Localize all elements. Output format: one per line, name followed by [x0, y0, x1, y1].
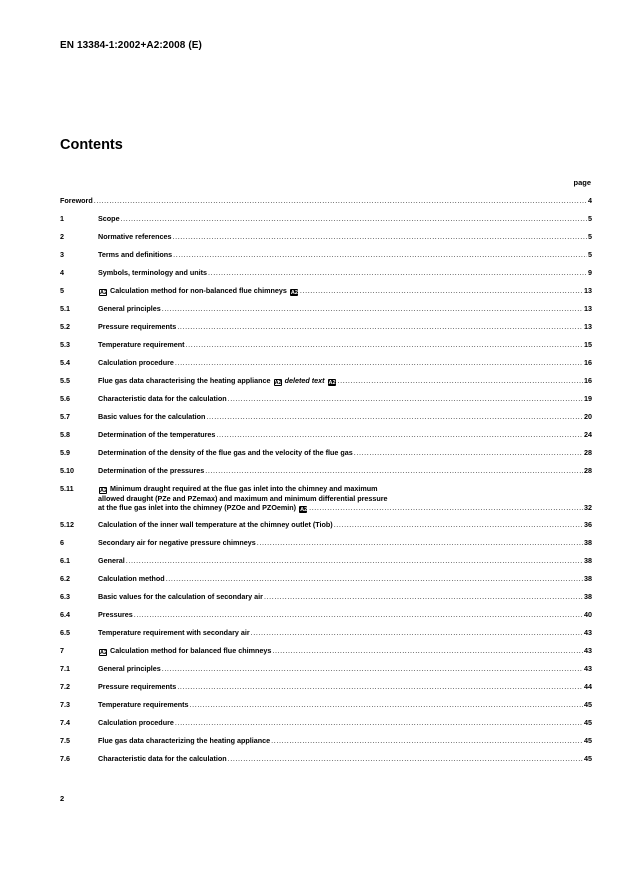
toc-page-number: 20 [584, 412, 592, 421]
toc-entry-title-line-3: at the flue gas inlet into the chimney (PZOe and PZOemin) [98, 503, 297, 512]
toc-page-number: 5 [588, 232, 592, 241]
toc-section-number: 5 [60, 286, 64, 295]
amendment-close-marker-icon: A2 [290, 290, 298, 296]
toc-entry-title: General [98, 556, 125, 565]
toc-section-number: 5.11 [60, 484, 74, 493]
amendment-close-marker-icon: A2 [328, 380, 336, 386]
toc-section-number: 6 [60, 538, 64, 547]
toc-page-number: 38 [584, 574, 592, 583]
toc-page-number: 43 [584, 664, 592, 673]
toc-section-number: 7.4 [60, 718, 70, 727]
toc-entry-title: Pressure requirements [98, 322, 177, 331]
toc-page-number: 15 [584, 340, 592, 349]
toc-leader [334, 520, 583, 529]
toc-section-number: 6.1 [60, 556, 70, 565]
toc-leader [264, 592, 583, 601]
toc-leader [205, 466, 583, 475]
toc-entry-title-line-2: allowed draught (PZe and PZemax) and maximum and minimum differential pressure [98, 494, 388, 503]
toc-section-number: 5.7 [60, 412, 70, 421]
toc-page-number: 16 [584, 376, 592, 385]
toc-leader [186, 340, 583, 349]
amendment-open-marker-icon: A2 [274, 380, 282, 386]
toc-leader [271, 736, 583, 745]
amendment-open-marker-icon: A2 [100, 650, 108, 656]
toc-page-number: 16 [584, 358, 592, 367]
toc-section-number: 7.5 [60, 736, 70, 745]
toc-leader [190, 700, 583, 709]
toc-section-number: 5.2 [60, 322, 70, 331]
toc-entry-title: Calculation method [98, 574, 165, 583]
toc-leader [175, 358, 583, 367]
toc-entry-title: Pressure requirements [98, 682, 177, 691]
toc-page-number: 19 [584, 394, 592, 403]
toc-leader [166, 574, 583, 583]
toc-entry-title: Flue gas data characterising the heating appliance [98, 376, 271, 385]
toc-leader [177, 682, 583, 691]
toc-leader [251, 628, 583, 637]
toc-leader [208, 268, 587, 277]
toc-entry-title: Normative references [98, 232, 172, 241]
toc-leader [173, 250, 587, 259]
toc-section-number: 6.5 [60, 628, 70, 637]
toc-page-number: 5 [588, 214, 592, 223]
document-id-header: EN 13384-1:2002+A2:2008 (E) [60, 40, 202, 51]
toc-section-number: 5.3 [60, 340, 70, 349]
toc-entry-title: Calculation procedure [98, 718, 174, 727]
toc-section-number: 7.1 [60, 664, 70, 673]
toc-leader [162, 664, 583, 673]
contents-heading: Contents [60, 137, 123, 153]
toc-page-number: 5 [588, 250, 592, 259]
toc-section-number: 3 [60, 250, 64, 259]
toc-section-number: 4 [60, 268, 64, 277]
toc-page-number: 13 [584, 322, 592, 331]
toc-page-number: 40 [584, 610, 592, 619]
toc-entry-title: Calculation of the inner wall temperature at the chimney outlet (Tiob) [98, 520, 333, 529]
toc-section-number: 6.3 [60, 592, 70, 601]
toc-page-number: 9 [588, 268, 592, 277]
toc-entry-title: Basic values for the calculation of secondary air [98, 592, 263, 601]
toc-section-number: 5.12 [60, 520, 74, 529]
page-column-label: page [573, 178, 591, 187]
toc-page-number: 38 [584, 592, 592, 601]
amendment-open-marker-icon: A2 [100, 488, 108, 494]
toc-page-number: 32 [584, 503, 592, 512]
toc-leader [206, 412, 583, 421]
toc-entry-title: Minimum draught required at the flue gas inlet into the chimney and maximum [110, 484, 378, 493]
toc-page-number: 45 [584, 754, 592, 763]
amendment-close-marker-icon: A2 [300, 507, 308, 513]
toc-page-number: 13 [584, 304, 592, 313]
toc-entry-title: Scope [98, 214, 120, 223]
toc-leader [309, 503, 583, 512]
footer-page-number: 2 [60, 794, 65, 803]
toc-section-number: 5.6 [60, 394, 70, 403]
toc-section-number: 6.4 [60, 610, 70, 619]
toc-section-number: 5.1 [60, 304, 70, 313]
toc-entry-title: Basic values for the calculation [98, 412, 206, 421]
toc-leader [338, 376, 583, 385]
toc-entry-title: Flue gas data characterizing the heating appliance [98, 736, 271, 745]
toc-leader [300, 286, 583, 295]
toc-entry-title: Calculation procedure [98, 358, 174, 367]
toc-leader [354, 448, 583, 457]
toc-page-number: 38 [584, 538, 592, 547]
toc-entry-title: General principles [98, 664, 161, 673]
toc-page-number: 13 [584, 286, 592, 295]
toc-entry-title: Determination of the density of the flue gas and the velocity of the flue gas [98, 448, 353, 457]
toc-leader [177, 322, 583, 331]
toc-section-number: 5.10 [60, 466, 74, 475]
toc-leader [121, 214, 587, 223]
toc-entry-title: Calculation method for non-balanced flue chimneys [110, 286, 287, 295]
toc-leader [134, 610, 583, 619]
toc-section-number: 1 [60, 214, 64, 223]
toc-entry-title: Terms and definitions [98, 250, 173, 259]
toc-page-number: 28 [584, 448, 592, 457]
toc-page-number: 44 [584, 682, 592, 691]
toc-entry-title: Determination of the pressures [98, 466, 205, 475]
toc-section-number: 7 [60, 646, 64, 655]
toc-section-number: 5.5 [60, 376, 70, 385]
toc-leader [175, 718, 583, 727]
toc-entry-title: Pressures [98, 610, 133, 619]
toc-page-number: 4 [588, 196, 592, 205]
toc-entry-title: Temperature requirement with secondary air [98, 628, 250, 637]
toc-page-number: 38 [584, 556, 592, 565]
toc-page-number: 43 [584, 646, 592, 655]
toc-section-number: 5.8 [60, 430, 70, 439]
toc-page-number: 45 [584, 736, 592, 745]
toc-section-number: 2 [60, 232, 64, 241]
toc-entry-title: Secondary air for negative pressure chimneys [98, 538, 256, 547]
toc-entry-title: Temperature requirement [98, 340, 185, 349]
toc-page-number: 43 [584, 628, 592, 637]
toc-leader [228, 394, 583, 403]
toc-section-number: 7.2 [60, 682, 70, 691]
toc-page-number: 45 [584, 700, 592, 709]
toc-section-number: 5.9 [60, 448, 70, 457]
toc-leader [94, 196, 587, 205]
toc-entry-title: General principles [98, 304, 161, 313]
toc-leader [257, 538, 583, 547]
toc-entry-title: Characteristic data for the calculation [98, 754, 227, 763]
toc-leader [272, 646, 583, 655]
toc-leader [228, 754, 583, 763]
deleted-text-note: deleted text [284, 376, 325, 385]
toc-entry-title: Foreword [60, 196, 93, 205]
toc-leader [216, 430, 583, 439]
toc-leader [126, 556, 583, 565]
toc-entry-title: Temperature requirements [98, 700, 189, 709]
toc-section-number: 7.3 [60, 700, 70, 709]
toc-entry-title: Determination of the temperatures [98, 430, 216, 439]
toc-section-number: 6.2 [60, 574, 70, 583]
toc-section-number: 5.4 [60, 358, 70, 367]
toc-page-number: 36 [584, 520, 592, 529]
toc-page-number: 28 [584, 466, 592, 475]
toc-entry-title: Calculation method for balanced flue chimneys [110, 646, 272, 655]
toc-leader [173, 232, 587, 241]
toc-entry-title: Characteristic data for the calculation [98, 394, 227, 403]
toc-section-number: 7.6 [60, 754, 70, 763]
toc-page-number: 24 [584, 430, 592, 439]
toc-entry-title: Symbols, terminology and units [98, 268, 208, 277]
toc-leader [162, 304, 583, 313]
amendment-open-marker-icon: A2 [100, 290, 108, 296]
toc-page-number: 45 [584, 718, 592, 727]
